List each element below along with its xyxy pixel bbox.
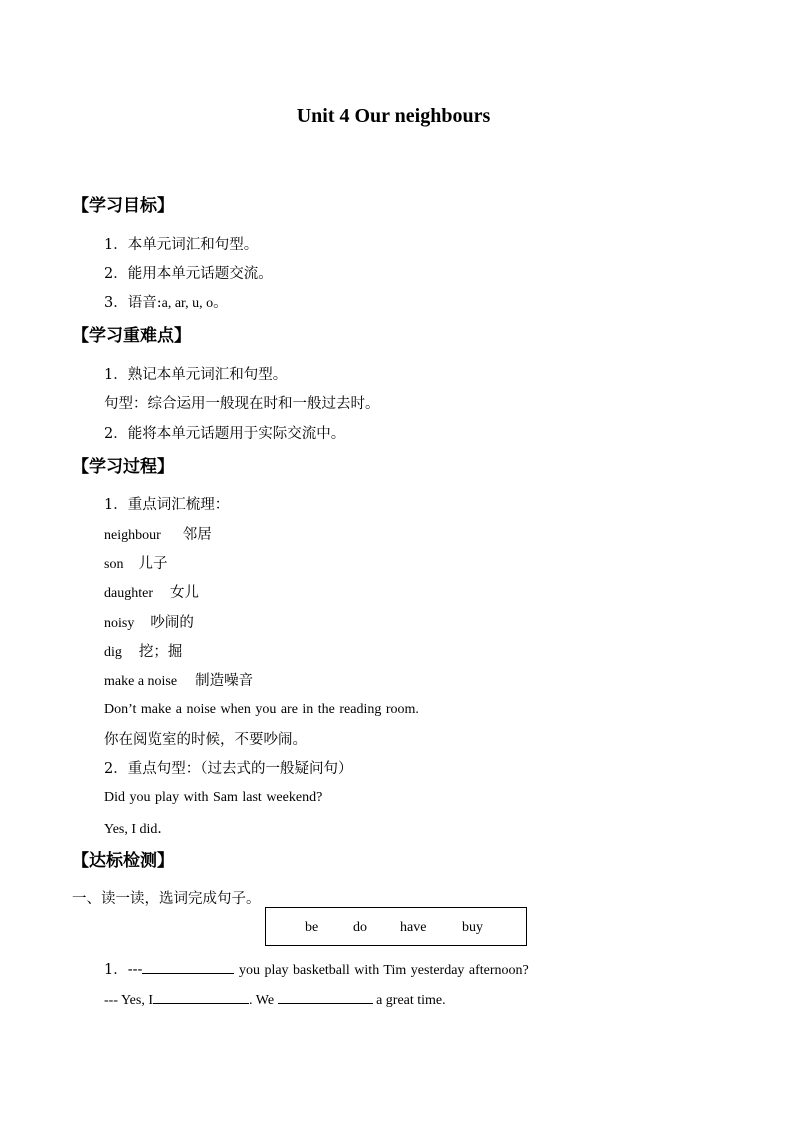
key-point-1: 1．熟记本单元词汇和句型。 [104,367,288,383]
goal-phonics-prefix: 3．语音: [104,295,162,311]
vocab-item [104,669,253,690]
vocab-item [104,611,194,632]
word-option: have [400,920,427,935]
key-point-2: 2．能将本单元话题用于实际交流中。 [104,426,346,442]
vocab-en: dig [104,645,122,660]
vocab-en: son [104,557,124,572]
test-instruction: 一、读一读，选词完成句子。 [72,891,261,907]
goal-item-1: 1．本单元词汇和句型。 [104,237,259,253]
vocab-en: make a noise [104,674,178,689]
answer-blank[interactable] [278,990,373,1004]
vocab-item [104,581,199,602]
vocab-item [104,640,182,661]
goals-heading: 【学习目标】 [72,196,174,216]
test-heading: 【达标检测】 [72,851,174,871]
goal-item-2: 2．能用本单元话题交流。 [104,266,273,282]
vocab-item [104,523,212,544]
word-option: do [353,920,367,935]
goal-item-3 [104,291,228,312]
vocab-zh: 女儿 [169,585,199,601]
answer-1-start: --- Yes, I [104,993,153,1008]
process-heading: 【学习过程】 [72,457,174,477]
vocab-zh: 挖；掘 [138,644,183,660]
vocab-item [104,552,167,573]
pattern-title: 2．重点句型：（过去式的一般疑问句） [104,761,353,777]
vocab-en: noisy [104,616,135,631]
word-option: be [305,920,319,935]
goal-phonics-letters: a, ar, u, o [161,296,214,311]
word-box [265,907,527,946]
question-1 [104,958,529,979]
pattern-question: Did you play with Sam last weekend? [104,790,323,805]
vocab-zh: 儿子 [138,556,168,572]
vocab-zh: 吵闹的 [150,615,194,631]
answer-1 [104,990,446,1009]
word-option: buy [462,920,483,935]
vocab-en: daughter [104,586,153,601]
pattern-answer: Yes, I did． [104,822,172,837]
answer-blank[interactable] [142,960,234,974]
key-points-heading: 【学习重难点】 [72,326,191,346]
page-title: Unit 4 Our neighbours [296,105,491,127]
answer-1-end: a great time. [372,993,446,1008]
vocab-zh: 制造噪音 [195,673,254,689]
answer-1-mid: . We [249,993,278,1008]
example-sentence-en: Don’t make a noise when you are in the reading room. [104,702,419,717]
vocab-en: neighbour [104,528,161,543]
example-sentence-zh: 你在阅览室的时候，不要吵闹。 [104,732,307,748]
question-1-text: you play basketball with Tim yesterday afternoon? [234,963,529,978]
vocab-title: 1．重点词汇梳理： [104,497,230,513]
key-point-pattern: 句型：综合运用一般现在时和一般过去时。 [104,396,380,412]
vocab-zh: 邻居 [182,527,212,543]
goal-phonics-suffix: 。 [213,295,228,311]
answer-blank[interactable] [153,990,249,1004]
question-1-number: 1．--- [104,962,143,978]
